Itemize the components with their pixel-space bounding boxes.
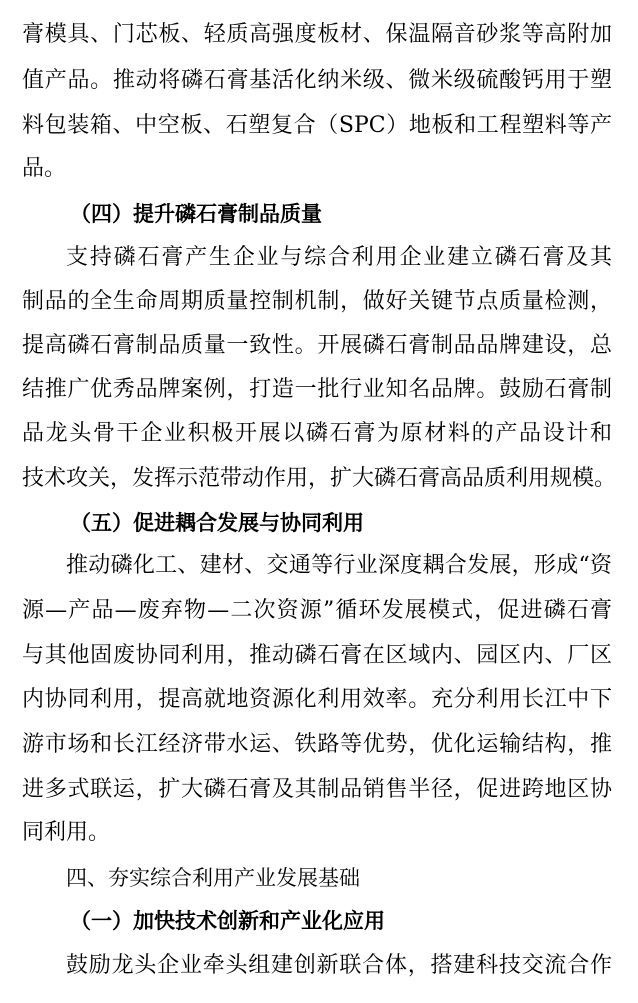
paragraph-line: 品龙头骨干企业积极开展以磷石膏为原材料的产品设计和: [22, 421, 612, 446]
paragraph-line: 品。: [22, 156, 67, 181]
paragraph-line: 进多式联运，扩大磷石膏及其制品销售半径，促进跨地区协: [22, 777, 612, 802]
paragraph-line: 内协同利用，提高就地资源化利用效率。充分利用长江中下: [22, 687, 612, 712]
paragraph-line: 支持磷石膏产生企业与综合利用企业建立磷石膏及其: [66, 245, 612, 270]
paragraph-line: 值产品。推动将磷石膏基活化纳米级、微米级硫酸钙用于塑: [22, 68, 612, 93]
paragraph-line: 结推广优秀品牌案例，打造一批行业知名品牌。鼓励石膏制: [22, 377, 612, 402]
section-heading: （五）促进耦合发展与协同利用: [70, 510, 364, 535]
paragraph-line: 同利用。: [22, 820, 111, 845]
section-heading: （四）提升磷石膏制品质量: [70, 201, 322, 226]
paragraph-line: 提高磷石膏制品质量一致性。开展磷石膏制品品牌建设，总: [22, 333, 612, 358]
paragraph-line: 与其他固废协同利用，推动磷石膏在区域内、园区内、厂区: [22, 643, 612, 668]
paragraph-line: 制品的全生命周期质量控制机制，做好关键节点质量检测，: [22, 289, 612, 314]
paragraph-line: 料包装箱、中空板、石塑复合（SPC）地板和工程塑料等产: [22, 113, 612, 138]
paragraph-line: 膏模具、门芯板、轻质高强度板材、保温隔音砂浆等高附加: [22, 22, 612, 47]
paragraph-line: 推动磷化工、建材、交通等行业深度耦合发展，形成“资: [66, 553, 612, 578]
paragraph-line: 鼓励龙头企业牵头组建创新联合体，搭建科技交流合作: [66, 953, 612, 978]
paragraph-line: 游市场和长江经济带水运、铁路等优势，优化运输结构，推: [22, 732, 612, 757]
paragraph-line: 技术攻关，发挥示范带动作用，扩大磷石膏高品质利用规模。: [22, 466, 617, 491]
section-heading: （一）加快技术创新和产业化应用: [70, 908, 385, 933]
paragraph-line: 源—产品—废弃物—二次资源”循环发展模式，促进磷石膏: [22, 598, 612, 623]
chapter-heading: 四、夯实综合利用产业发展基础: [66, 866, 360, 890]
